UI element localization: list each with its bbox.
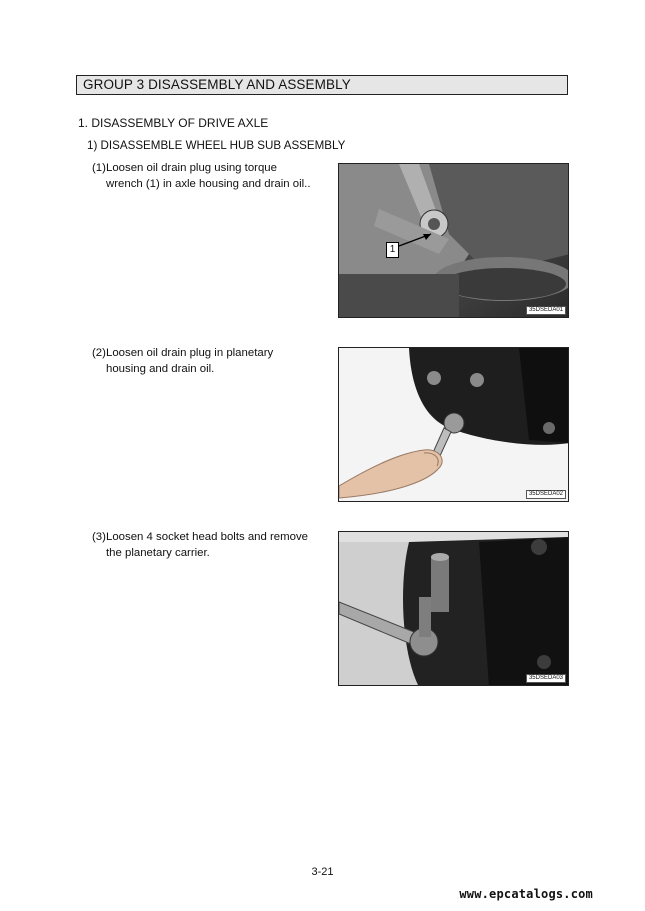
subsection-title: 1) DISASSEMBLE WHEEL HUB SUB ASSEMBLY [87, 139, 346, 152]
section-title: 1. DISASSEMBLY OF DRIVE AXLE [78, 116, 269, 130]
figure-2-photo [338, 347, 569, 502]
figure-3-image [339, 532, 569, 686]
figure-2-image [339, 348, 569, 502]
group-header: GROUP 3 DISASSEMBLY AND ASSEMBLY [76, 75, 568, 95]
figure-1-code: 35DSEDA01 [526, 306, 566, 315]
callout-1-label: 1 [386, 242, 399, 258]
figure-1-image [339, 164, 569, 318]
step-1-number: (1) [92, 162, 106, 174]
step-3-number: (3) [92, 531, 106, 543]
page-number: 3-21 [311, 866, 334, 878]
figure-3-photo [338, 531, 569, 686]
figure-3-code: 35DSEDA03 [526, 674, 566, 683]
step-2-text: Loosen oil drain plug in planetary housing and drain oil. [106, 347, 274, 375]
step-3-text: Loosen 4 socket head bolts and remove the planetary carrier. [106, 531, 309, 559]
figure-2-code: 35DSEDA02 [526, 490, 566, 499]
step-2-number: (2) [92, 347, 106, 359]
website-watermark: www.epcatalogs.com [459, 887, 593, 901]
figure-1-photo [338, 163, 569, 318]
step-1-text: Loosen oil drain plug using torque wrench (1) in axle housing and drain oil.. [106, 162, 311, 190]
